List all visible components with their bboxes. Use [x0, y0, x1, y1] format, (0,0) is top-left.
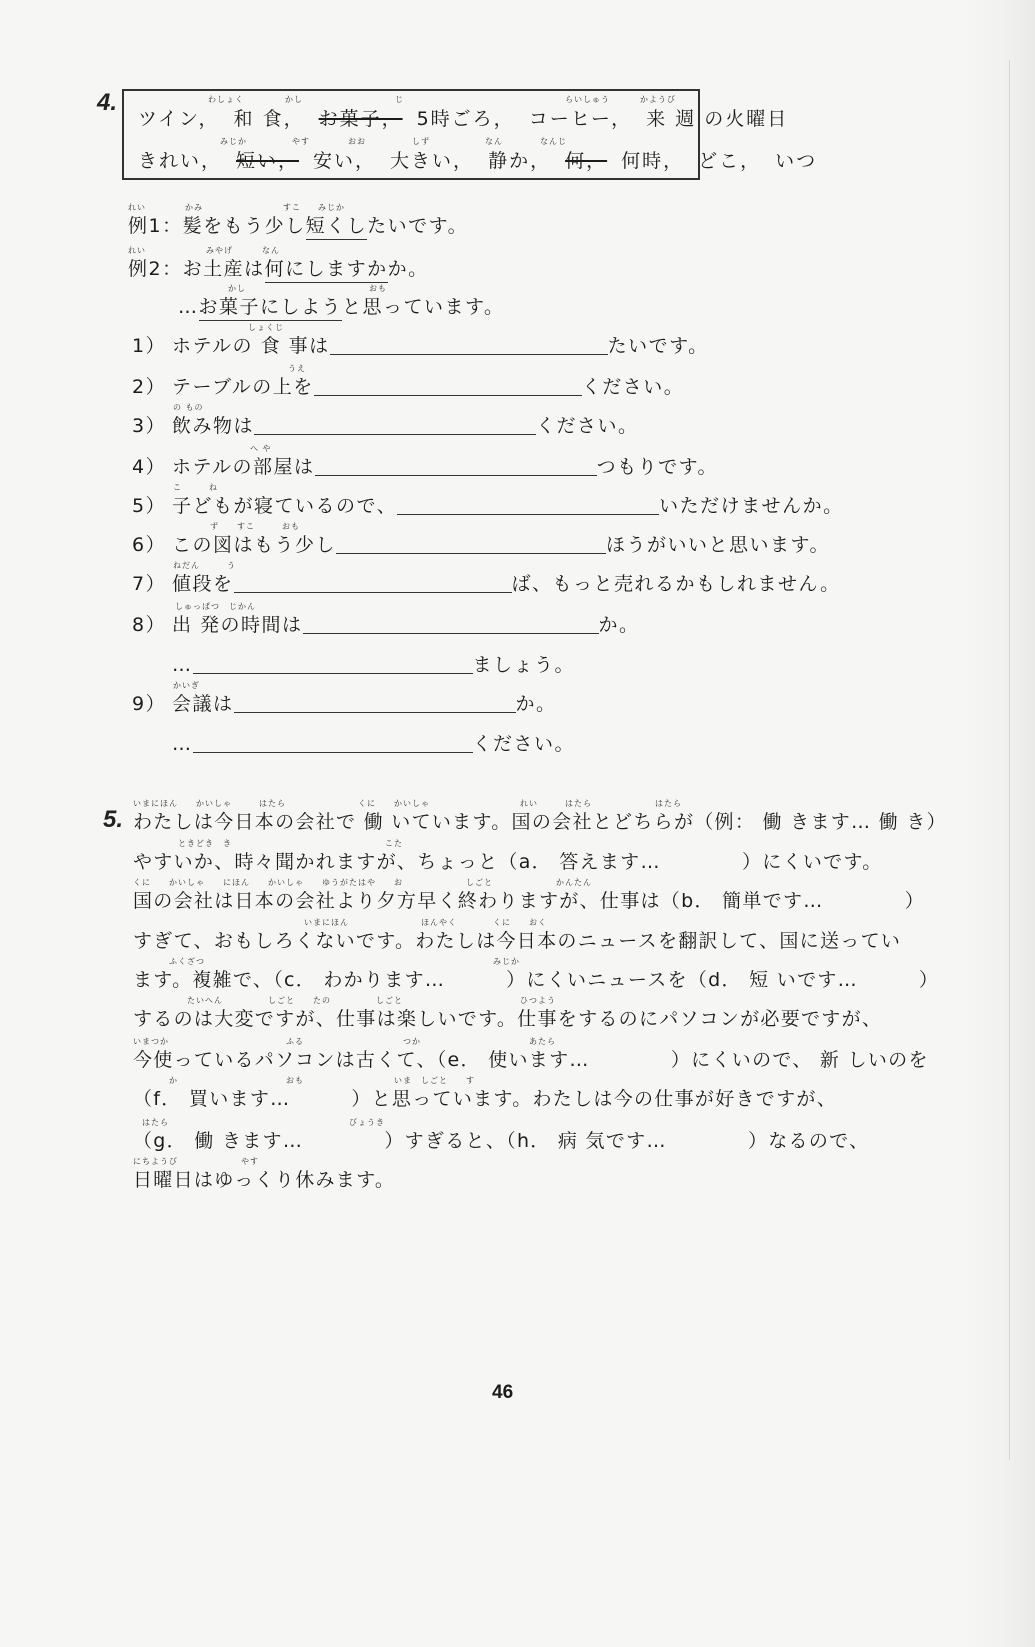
passage-line-3: 国の会社は日本の会社より夕方早く終わりますが、仕事は（b． 簡単です… ）	[133, 890, 926, 912]
word-item: 5時ごろ，	[416, 108, 515, 130]
exercise-9: 9） 会議は か。	[132, 693, 557, 715]
word-box-row-1	[138, 104, 802, 131]
example-furigana: かし	[228, 284, 246, 293]
exercise-furigana: かいぎ	[173, 681, 200, 690]
passage-line-5: ます。複雑で、（c． わかります… ）にくいニュースを（d． 短 いです… ）	[133, 969, 940, 991]
word-item: 静か，	[488, 150, 552, 172]
exercise-8: 8） 出 発の時間は か。	[132, 614, 640, 636]
passage-furigana: ときどき き こた	[133, 839, 403, 848]
word-box-row-2	[138, 146, 831, 173]
example-furigana: なん	[262, 246, 280, 255]
word-box-furigana: やす	[292, 137, 310, 146]
word-item: コーヒー，	[528, 108, 633, 130]
section-5-number: 5.	[103, 806, 124, 833]
word-item: ツイン，	[138, 108, 220, 130]
word-item-struck: お菓子，	[318, 108, 403, 130]
word-item: いつ	[775, 150, 818, 172]
word-item-struck: 何，	[565, 150, 608, 172]
passage-line-9: （g． 働 きます… ）すぎると、（h． 病 気です… ）なるので、	[133, 1130, 870, 1152]
answer-blank[interactable]	[303, 613, 599, 634]
passage-furigana: ふくざつ みじか	[133, 957, 520, 966]
answer-blank[interactable]	[234, 572, 512, 593]
word-box-furigana: しず	[412, 137, 430, 146]
passage-line-7: 今使っているパソコンは古くて、（e． 使います… ）にくいので、 新 しいのを	[133, 1049, 929, 1071]
section-4-number: 4.	[97, 89, 118, 116]
example-furigana: すこ	[283, 203, 301, 212]
passage-furigana: いまつか ふる つか あたら	[133, 1037, 556, 1046]
example-furigana: かみ	[185, 203, 203, 212]
word-item-struck: 短い，	[236, 150, 300, 172]
exercise-5: 5） 子どもが寝ているので、 いただけませんか。	[132, 495, 844, 517]
passage-line-10: 日曜日はゆっくり休みます。	[133, 1169, 396, 1191]
answer-blank[interactable]	[315, 455, 597, 476]
word-box-furigana: なんじ	[540, 137, 567, 146]
answer-blank[interactable]	[193, 653, 473, 674]
word-box-furigana: じ	[395, 95, 404, 104]
passage-furigana: いまにほん ほんやく くに おく	[133, 918, 547, 927]
example-2: 例2：お土産は何にしますかか。	[128, 254, 429, 281]
page-edge-line	[1009, 60, 1010, 1460]
word-item: 安い，	[313, 150, 377, 172]
word-box-furigana: おお	[348, 137, 366, 146]
passage-furigana: いまにほん かいしゃ はたら くに かいしゃ れい はたら はたら	[133, 799, 682, 808]
word-item: どこ，	[698, 150, 762, 172]
exercise-furigana: しょくじ	[248, 323, 284, 332]
answer-blank[interactable]	[336, 533, 606, 554]
word-box-furigana: わしょく	[208, 95, 244, 104]
example-answer: 何にしますか	[265, 258, 388, 283]
exercise-2: 2） テーブルの上を ください。	[132, 376, 685, 398]
passage-furigana: にちようび やす	[133, 1157, 259, 1166]
exercise-4: 4） ホテルの部屋は つもりです。	[132, 456, 719, 478]
exercise-furigana: しゅっぱつ じかん	[175, 602, 256, 611]
exercise-furigana: うえ	[288, 364, 306, 373]
answer-blank[interactable]	[254, 414, 536, 435]
passage-line-6: するのは大変ですが、仕事は楽しいです。仕事をするのにパソコンが必要ですが、	[133, 1008, 883, 1030]
passage-furigana: たいへん しごと たの しごと ひつよう	[133, 996, 556, 1005]
exercise-furigana: の もの	[173, 403, 204, 412]
example-answer: 短くし	[306, 215, 368, 240]
exercise-1: 1） ホテルの 食 事は たいです。	[132, 335, 709, 357]
exercise-8-reply: … ましょう。	[172, 654, 576, 676]
passage-line-8: （f． 買います… ）と思っています。わたしは今の仕事が好きですが、	[133, 1088, 838, 1110]
exercise-9-reply: … ください。	[172, 733, 576, 755]
exercise-3: 3） 飲み物は ください。	[132, 415, 639, 437]
example-furigana: みじか	[318, 203, 345, 212]
example-furigana: みやげ	[206, 246, 233, 255]
word-item: 何時，	[621, 150, 685, 172]
answer-blank[interactable]	[330, 334, 608, 355]
answer-blank[interactable]	[397, 494, 659, 515]
example-furigana: れい	[128, 246, 146, 255]
passage-furigana: か おも いま しごと す	[133, 1076, 475, 1085]
passage-furigana: くに かいしゃ にほん かいしゃ ゆうがたはや お しごと かんたん	[133, 878, 592, 887]
word-item: 和 食，	[233, 108, 305, 130]
exercise-furigana: ず すこ おも	[210, 522, 300, 531]
exercise-7: 7） 値段を ば、もっと売れるかもしれません。	[132, 573, 841, 595]
page-number: 46	[492, 1382, 514, 1403]
exercise-furigana: ねだん う	[173, 561, 236, 570]
page-edge-shade	[965, 0, 1035, 1647]
passage-line-1: わたしは今日本の会社で 働 いています。国の会社とどちらが（例： 働 きます… 働 き）	[133, 811, 947, 833]
passage-line-4: すぎて、おもしろくないです。わたしは今日本のニュースを翻訳して、国に送ってい	[133, 930, 902, 952]
answer-blank[interactable]	[314, 375, 582, 396]
answer-blank[interactable]	[193, 732, 473, 753]
word-box-furigana: かし	[285, 95, 303, 104]
word-box-furigana: らいしゅう	[565, 95, 610, 104]
exercise-furigana: こ ね	[173, 483, 218, 492]
example-furigana: れい	[128, 203, 146, 212]
passage-furigana: はたら びょうき	[133, 1118, 385, 1127]
answer-blank[interactable]	[234, 692, 516, 713]
exercise-furigana: へ や	[250, 444, 272, 453]
passage-line-2: やすいか、時々聞かれますが、ちょっと（a． 答えます… ）にくいです。	[133, 851, 883, 873]
word-item: 来 週 の火曜日	[646, 108, 789, 130]
exercise-6: 6） この図はもう少し ほうがいいと思います。	[132, 534, 830, 556]
word-box-furigana: かようび	[640, 95, 676, 104]
word-box-furigana: みじか	[220, 137, 247, 146]
word-item: 大きい，	[390, 150, 475, 172]
example-furigana: おも	[369, 284, 387, 293]
example-answer: お菓子にしよう	[199, 296, 343, 321]
example-2-answer: …お菓子にしようと思っています。	[178, 292, 505, 319]
word-item: きれい，	[138, 150, 223, 172]
word-box-furigana: なん	[485, 137, 503, 146]
example-1: 例1：髪をもう少し短くしたいです。	[128, 211, 468, 238]
